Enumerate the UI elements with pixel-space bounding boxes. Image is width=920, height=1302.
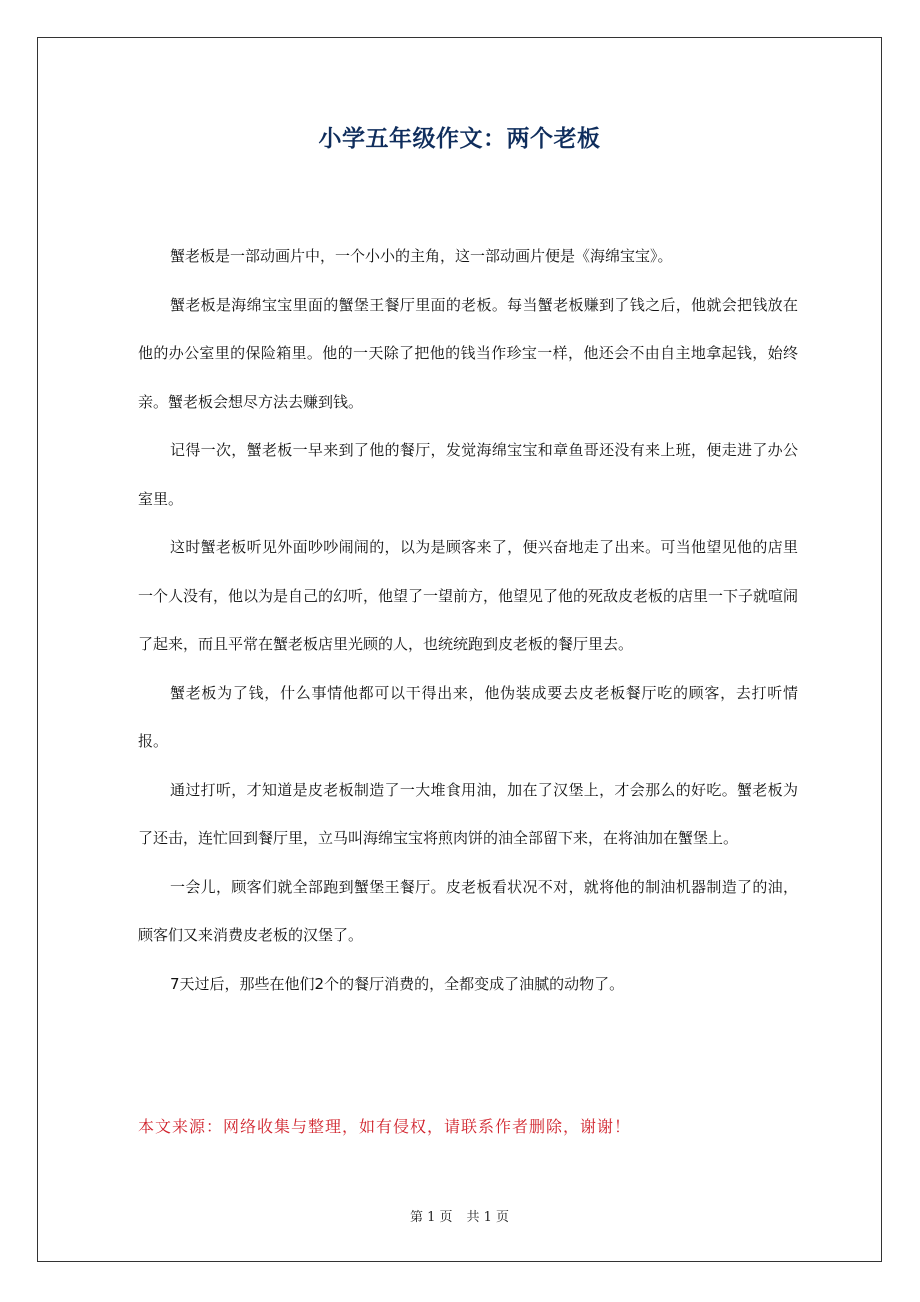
paragraph: 蟹老板是海绵宝宝里面的蟹堡王餐厅里面的老板。每当蟹老板赚到了钱之后，他就会把钱放在他的办公室里的保险箱里。他的一天除了把他的钱当作珍宝一样，他还会不由自主地拿起钱，始终亲。蟹老板会想尽方法去赚到钱。 — [138, 295, 798, 411]
paragraph: 7天过后，那些在他们2个的餐厅消费的，全都变成了油腻的动物了。 — [170, 974, 625, 993]
paragraph: 蟹老板是一部动画片中，一个小小的主角，这一部动画片便是《海绵宝宝》。 — [170, 247, 673, 265]
paragraph: 一会儿，顾客们就全部跑到蟹堡王餐厅。皮老板看状况不对，就将他的制油机器制造了的油，顾客们又来消费皮老板的汉堡了。 — [138, 877, 798, 944]
paragraph: 蟹老板为了钱，什么事情他都可以干得出来，他伪装成要去皮老板餐厅吃的顾客，去打听情报。 — [138, 683, 798, 750]
document-body — [138, 232, 798, 1008]
paragraph: 这时蟹老板听见外面吵吵闹闹的，以为是顾客来了，便兴奋地走了出来。可当他望见他的店里一个人没有，他以为是自己的幻听，他望了一望前方，他望见了他的死敌皮老板的店里一下子就喧闹了起来，而且平常在蟹老板店里光顾的人，也统统跑到皮老板的餐厅里去。 — [138, 538, 799, 653]
page-number: 第 1 页 — [409, 1210, 453, 1225]
source-note: 本文来源：网络收集与整理，如有侵权，请联系作者删除，谢谢！ — [138, 1117, 632, 1136]
document-title: 小学五年级作文：两个老板 — [318, 126, 601, 152]
page-footer — [37, 1206, 882, 1225]
paragraph: 记得一次，蟹老板一早来到了他的餐厅，发觉海绵宝宝和章鱼哥还没有来上班，便走进了办公室里。 — [138, 441, 798, 508]
paragraph: 通过打听，才知道是皮老板制造了一大堆食用油，加在了汉堡上，才会那么的好吃。蟹老板为了还击，连忙回到餐厅里，立马叫海绵宝宝将煎肉饼的油全部留下来，在将油加在蟹堡上。 — [138, 780, 798, 847]
page-total: 共 1 页 — [466, 1210, 510, 1225]
